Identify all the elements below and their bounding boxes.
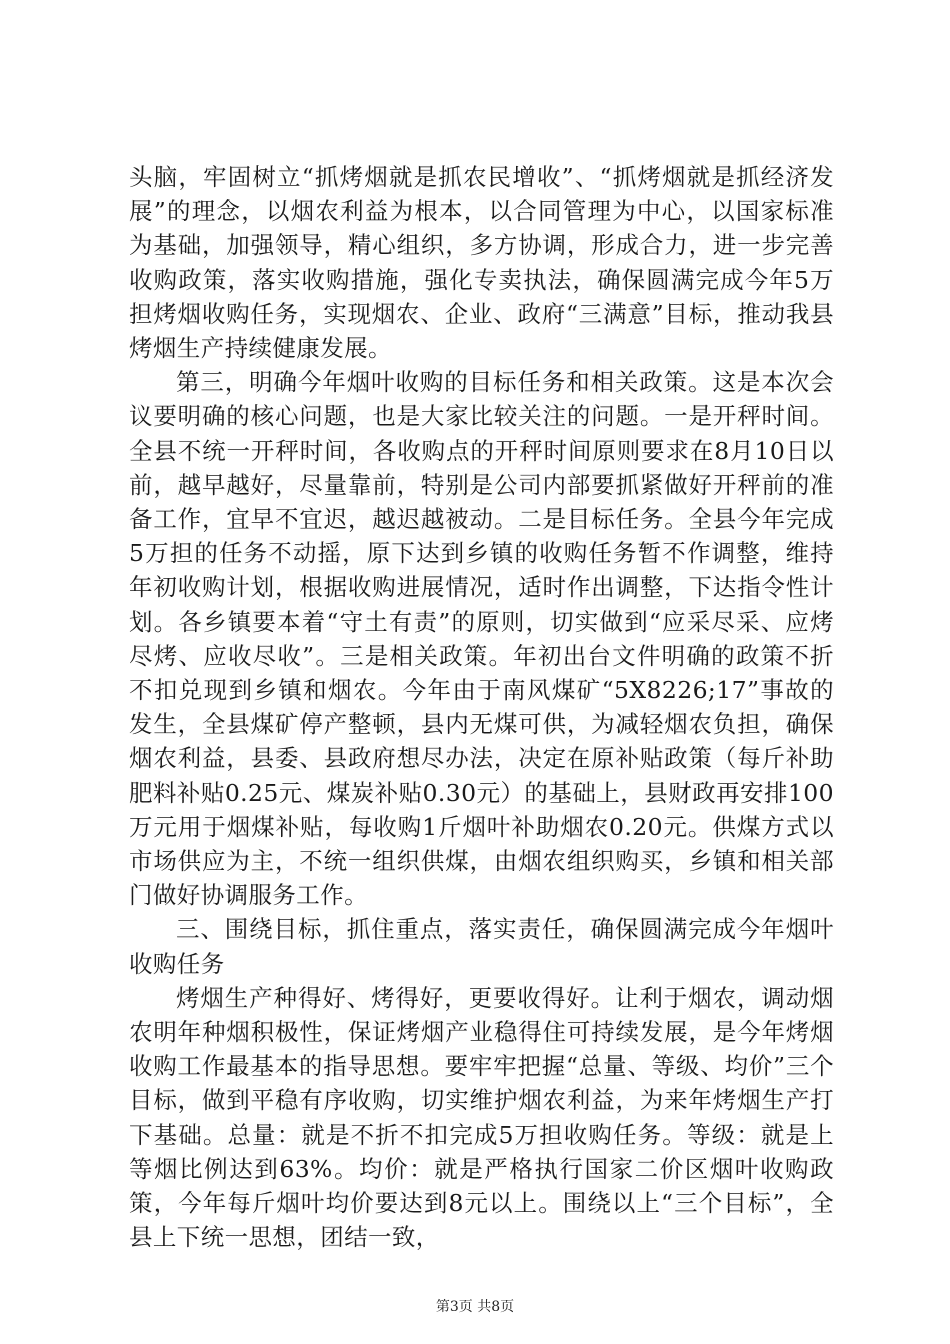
paragraph-purchase-guidance: 烤烟生产种得好、烤得好，更要收得好。让利于烟农，调动烟农明年种烟积极性，保证烤烟产业稳得住可持续发展，是今年烤烟收购工作最基本的指导思想。要牢牢把握“总量、等级、均价”三个目标，做到平稳有序收购，切实维护烟农利益，为来年烤烟生产打下基础。总量：就是不折不扣完成5万担收购任务。等级：就是上等烟比例达到63%。均价：就是严格执行国家二价区烟叶收购政策，今年每斤烟叶均价要达到8元以上。围绕以上“三个目标”，全县上下统一思想，团结一致， xyxy=(129,983,834,1252)
document-body xyxy=(129,160,834,1255)
page-number-footer: 第3页 共8页 xyxy=(435,1299,515,1315)
paragraph-third-point: 第三，明确今年烟叶收购的目标任务和相关政策。这是本次会议要明确的核心问题，也是大家比较关注的问题。一是开秤时间。全县不统一开秤时间，各收购点的开秤时间原则要求在8月10日以前，越早越好，尽量靠前，特别是公司内部要抓紧做好开秤前的准备工作，宜早不宜迟，越迟越被动。二是目标任务。全县今年完成5万担的任务不动摇，原下达到乡镇的收购任务暂不作调整，维持年初收购计划，根据收购进展情况，适时作出调整，下达指令性计划。各乡镇要本着“守土有责”的原则，切实做到“应采尽采、应烤尽烤、应收尽收”。三是相关政策。年初出台文件明确的政策不折不扣兑现到乡镇和烟农。今年由于南风煤矿“5X8226;17”事故的发生，全县煤矿停产整顿，县内无煤可供，为减轻烟农负担，确保烟农利益，县委、县政府想尽办法，决定在原补贴政策（每斤补助肥料补贴0.25元、煤炭补贴0.30元）的基础上，县财政再安排100万元用于烟煤补贴，每收购1斤烟叶补助烟农0.20元。供煤方式以市场供应为主，不统一组织供煤，由烟农组织购买，乡镇和相关部门做好协调服务工作。 xyxy=(129,368,834,910)
section-heading: 三、围绕目标，抓住重点，落实责任，确保圆满完成今年烟叶收购任务 xyxy=(129,915,834,978)
paragraph-continuation: 头脑，牢固树立“抓烤烟就是抓农民增收”、“抓烤烟就是抓经济发展”的理念，以烟农利益为根本，以合同管理为中心，以国家标准为基础，加强领导，精心组织，多方协调，形成合力，进一步完善收购政策，落实收购措施，强化专卖执法，确保圆满完成今年5万担烤烟收购任务，实现烟农、企业、政府“三满意”目标，推动我县烤烟生产持续健康发展。 xyxy=(129,163,834,363)
